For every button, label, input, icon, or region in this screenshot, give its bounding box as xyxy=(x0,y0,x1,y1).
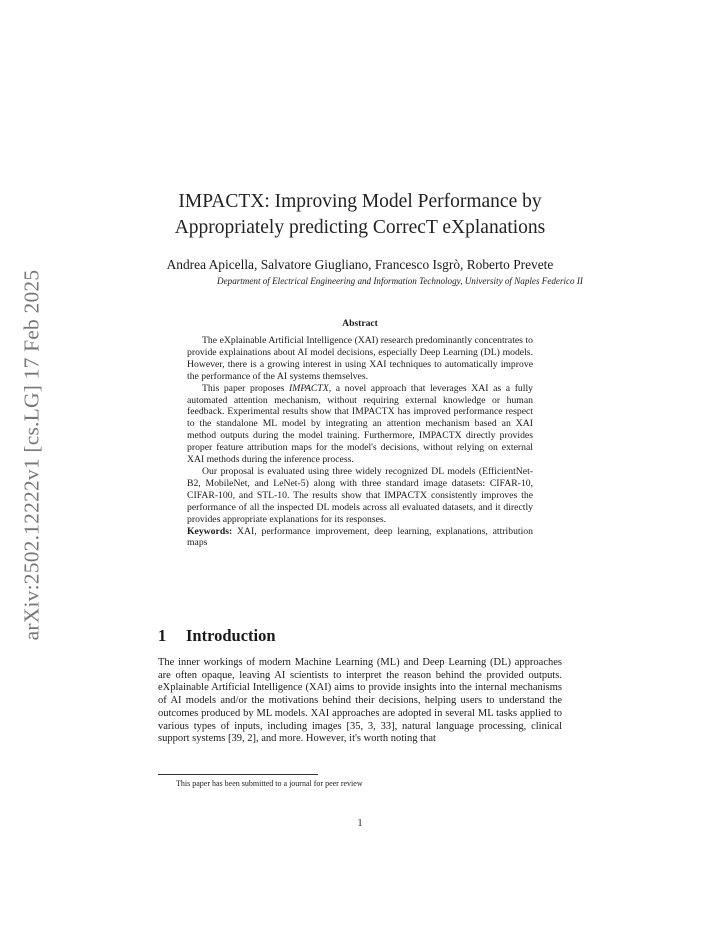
abstract-paragraph-3: Our proposal is evaluated using three widely recognized DL models (EfficientNet-B2, MobileNet, and LeNet-5) along with three standard image datasets: CIFAR-10, CIFAR-100, and STL-10. The results show that IMPACTX consistently improves the performance of all the inspected DL models across all evaluated datasets, and it directly provides appropriate explanations for its responses. xyxy=(187,465,533,525)
section-heading-introduction xyxy=(158,626,276,646)
abstract-paragraph-1: The eXplainable Artificial Intelligence (XAI) research predominantly concentrates to provide explainations about AI model decisions, especially Deep Learning (DL) models. However, there is a growing interest in using XAI techniques to automatically improve the performance of the AI systems themselves. xyxy=(187,335,533,382)
abstract-paragraph-2 xyxy=(187,383,533,466)
abstract-p2-lead: This paper proposes xyxy=(202,382,290,394)
arxiv-identifier xyxy=(19,250,44,660)
page-number: 1 xyxy=(357,818,363,829)
section-title: Introduction xyxy=(186,626,276,645)
abstract-body xyxy=(187,335,533,549)
keywords-list: XAI, performance improvement, deep learning, explanations, attribution maps xyxy=(187,525,533,549)
keywords xyxy=(187,526,533,550)
introduction-body xyxy=(158,657,562,746)
section-number: 1 xyxy=(158,626,167,645)
introduction-paragraph: The inner workings of modern Machine Learning (ML) and Deep Learning (DL) approaches are often opaque, leaving AI scientists to interpret the reason behind the provided outputs. eXplainable Artificial Intelligence (XAI) aims to provide insights into the internal mechanisms of AI models and/or the motivations behind their decisions, helping users to understand the outcomes produced by ML models. XAI approaches are adopted in several ML tasks applied to various types of inputs, including images [35, 3, 33], natural language processing, clinical support systems [39, 2], and more. However, it's worth noting that xyxy=(158,657,562,745)
affiliation: Department of Electrical Engineering and Information Technology, University of Naples Federico II xyxy=(217,276,583,286)
arxiv-identifier-text: arXiv:2502.12222v1 [cs.LG] 17 Feb 2025 xyxy=(19,269,44,641)
paper-title xyxy=(120,189,600,241)
keywords-label: Keywords: xyxy=(187,525,233,537)
paper-title-line-2: Appropriately predicting CorrecT eXplanations xyxy=(174,217,546,238)
footnote-rule xyxy=(158,774,318,775)
abstract-heading: Abstract xyxy=(342,318,378,329)
method-name: IMPACTX xyxy=(289,382,329,394)
paper-title-line-1: IMPACTX: Improving Model Performance by xyxy=(178,191,542,212)
footnote: This paper has been submitted to a journal for peer review xyxy=(176,779,363,788)
author-list: Andrea Apicella, Salvatore Giugliano, Francesco Isgrò, Roberto Prevete xyxy=(166,257,554,272)
abstract-p2-rest: , a novel approach that leverages XAI as a fully automated attention mechanism, without requiring external knowledge or human feedback. Experimental results show that IMPACTX has improved performance respect to the standalone ML model by integrating an attention mechanism based an XAI method outputs during the model training. Furthermore, IMPACTX directly provides proper feature attribution maps for the model's decisions, without relying on external XAI methods during the inference process. xyxy=(187,382,533,466)
